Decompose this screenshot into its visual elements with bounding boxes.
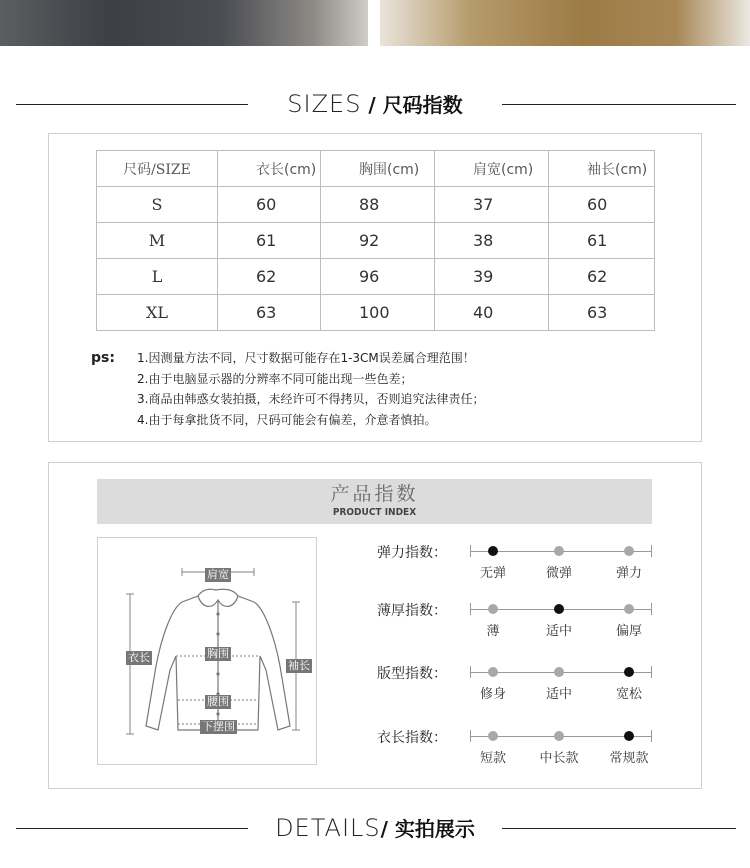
size-table-header-row xyxy=(97,151,655,187)
table-cell: 61 xyxy=(218,223,321,259)
table-cell: L xyxy=(97,259,218,295)
index-dot xyxy=(554,546,564,556)
table-cell: 100 xyxy=(321,295,435,331)
table-row xyxy=(97,223,655,259)
label-length: 衣长 xyxy=(128,651,150,664)
index-option: 薄 xyxy=(486,624,500,639)
size-table-header: 肩宽(cm) xyxy=(435,151,549,187)
index-option: 中长款 xyxy=(539,751,579,766)
index-option: 弹力 xyxy=(615,566,643,581)
product-index-panel xyxy=(48,462,702,789)
index-row-length xyxy=(377,724,677,764)
garment-measure-diagram xyxy=(97,537,317,765)
details-heading xyxy=(0,808,750,848)
index-option: 无弹 xyxy=(479,566,507,581)
index-option: 偏厚 xyxy=(615,624,643,639)
table-cell: 63 xyxy=(218,295,321,331)
table-cell: 60 xyxy=(549,187,655,223)
index-dot xyxy=(554,731,564,741)
product-index-title-cn: 产品指数 xyxy=(330,483,419,505)
size-table-header: 胸围(cm) xyxy=(321,151,435,187)
notes-prefix: ps: xyxy=(91,350,115,366)
size-table xyxy=(96,150,655,331)
index-row-thickness xyxy=(377,597,677,637)
product-index-title-en: PRODUCT INDEX xyxy=(332,507,417,518)
product-photo-khaki xyxy=(380,0,750,46)
table-cell: 39 xyxy=(435,259,549,295)
index-dot xyxy=(624,667,634,677)
note-item: 2.由于电脑显示器的分辨率不同可能出现一些色差； xyxy=(137,371,413,386)
sizes-heading xyxy=(0,84,750,124)
label-chest: 胸围 xyxy=(207,647,229,660)
table-row xyxy=(97,259,655,295)
index-dot xyxy=(624,546,634,556)
table-cell: 96 xyxy=(321,259,435,295)
index-dot xyxy=(624,731,634,741)
table-cell: 92 xyxy=(321,223,435,259)
index-row-fit xyxy=(377,660,677,700)
product-photo-dark xyxy=(0,0,368,46)
size-table-header: 袖长(cm) xyxy=(549,151,655,187)
table-cell: S xyxy=(97,187,218,223)
size-table-header: 尺码/SIZE xyxy=(97,151,218,187)
sizes-heading-cn: 尺码指数 xyxy=(382,93,463,117)
index-label: 版型指数： xyxy=(377,666,447,682)
index-option: 适中 xyxy=(545,624,573,639)
sizes-heading-sep: / xyxy=(361,93,383,117)
index-dot xyxy=(554,604,564,614)
table-cell: 40 xyxy=(435,295,549,331)
index-label: 弹力指数： xyxy=(377,545,447,561)
table-cell: 61 xyxy=(549,223,655,259)
index-option: 微弹 xyxy=(545,566,573,581)
label-waist: 腰围 xyxy=(207,695,229,708)
details-heading-sep: / xyxy=(380,817,395,841)
details-heading-cn: 实拍展示 xyxy=(394,817,475,841)
table-cell: 38 xyxy=(435,223,549,259)
index-label: 衣长指数： xyxy=(377,730,447,746)
table-cell: 88 xyxy=(321,187,435,223)
index-dot xyxy=(488,604,498,614)
table-cell: 62 xyxy=(549,259,655,295)
index-label: 薄厚指数： xyxy=(377,603,447,619)
index-dot xyxy=(488,667,498,677)
index-row-elasticity xyxy=(377,539,677,579)
size-panel xyxy=(48,133,702,442)
index-option: 适中 xyxy=(545,687,573,702)
table-cell: M xyxy=(97,223,218,259)
index-dot xyxy=(488,546,498,556)
index-option: 短款 xyxy=(479,751,507,766)
table-row xyxy=(97,295,655,331)
note-item: 1.因测量方法不同，尺寸数据可能存在1-3CM误差属合理范围！ xyxy=(137,351,475,365)
note-item: 3.商品由韩惑女装拍摄，未经许可不得拷贝，否则追究法律责任； xyxy=(137,392,485,406)
details-heading-en: DETAILS xyxy=(275,814,381,842)
product-index-header xyxy=(97,479,652,524)
note-item: 4.由于每拿批货不同，尺码可能会有偏差，介意者慎拍。 xyxy=(137,412,437,427)
table-cell: 60 xyxy=(218,187,321,223)
label-sleeve: 袖长 xyxy=(288,659,310,672)
size-table-header: 衣长(cm) xyxy=(218,151,321,187)
table-cell: 37 xyxy=(435,187,549,223)
label-shoulder: 肩宽 xyxy=(207,568,229,581)
index-scales xyxy=(377,539,677,765)
table-cell: 62 xyxy=(218,259,321,295)
index-dot xyxy=(488,731,498,741)
index-option: 常规款 xyxy=(609,751,649,766)
sizes-heading-en: SIZES xyxy=(287,90,362,118)
table-cell: XL xyxy=(97,295,218,331)
table-cell: 63 xyxy=(549,295,655,331)
index-dot xyxy=(624,604,634,614)
index-option: 宽松 xyxy=(615,687,643,702)
table-row xyxy=(97,187,655,223)
notes-list xyxy=(137,348,657,430)
index-dot xyxy=(554,667,564,677)
index-option: 修身 xyxy=(479,687,507,702)
label-hem: 下摆围 xyxy=(202,720,235,733)
